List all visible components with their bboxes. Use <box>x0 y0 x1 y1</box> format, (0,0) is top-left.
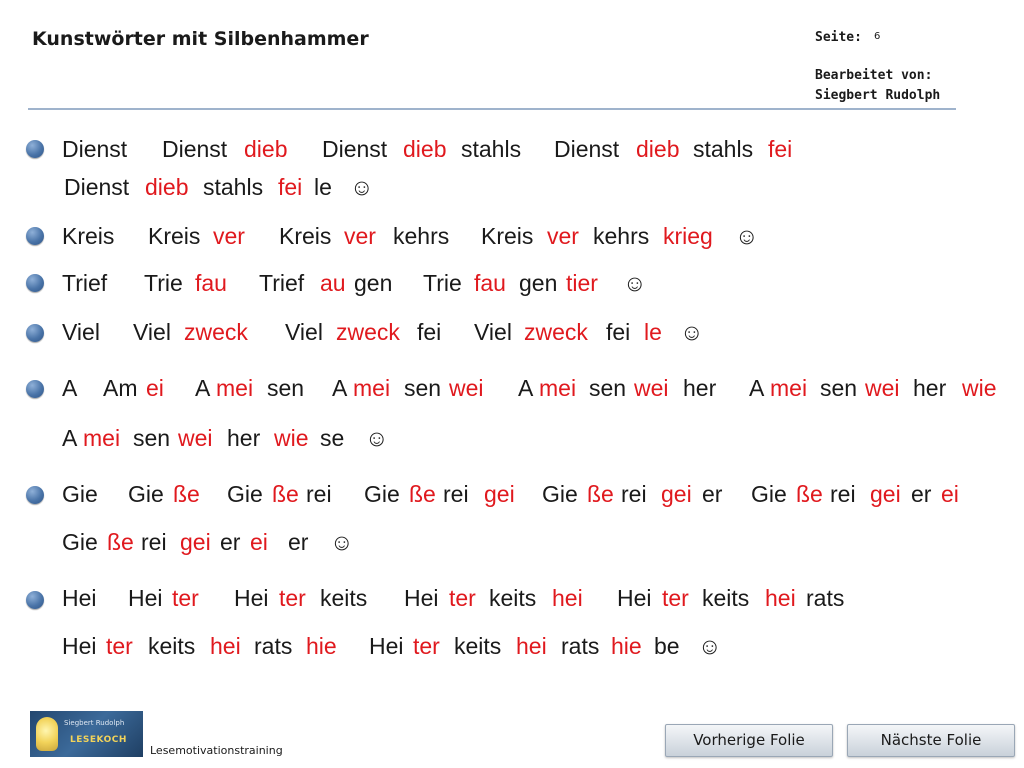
syllable: rei <box>621 481 647 507</box>
syllable: Kreis <box>481 223 534 249</box>
syllable-highlight: wei <box>178 425 213 451</box>
exercise-line <box>0 527 1024 557</box>
syllable: Hei <box>234 585 269 611</box>
syllable: Trief <box>62 270 108 296</box>
syllable: A <box>332 375 348 401</box>
syllable: Dienst <box>322 136 388 162</box>
exercise-line <box>0 221 1024 251</box>
syllable-highlight: mei <box>770 375 808 401</box>
syllable: Viel <box>285 319 323 345</box>
syllable: Am <box>103 375 138 401</box>
author-name: Siegbert Rudolph <box>815 88 941 103</box>
syllable-highlight: ei <box>146 375 164 401</box>
edited-by-label: Bearbeitet von: <box>815 68 933 83</box>
syllable-highlight: dieb <box>244 136 288 162</box>
syllable: A <box>62 425 78 451</box>
syllable-highlight: wie <box>962 375 997 401</box>
syllable-highlight: hie <box>611 633 642 659</box>
syllable: her <box>683 375 717 401</box>
syllable-highlight: le <box>644 319 662 345</box>
syllable-highlight: ter <box>106 633 133 659</box>
syllable-highlight: hie <box>306 633 337 659</box>
syllable: Hei <box>617 585 652 611</box>
syllable-highlight: wei <box>449 375 484 401</box>
syllable-highlight: ver <box>213 223 245 249</box>
syllable: stahls <box>461 136 522 162</box>
syllable-highlight: ße <box>107 529 134 555</box>
syllable: sen <box>404 375 442 401</box>
syllable-highlight: fei <box>278 174 303 200</box>
syllable-highlight: zweck <box>184 319 248 345</box>
syllable-highlight: gei <box>661 481 692 507</box>
syllable: gen <box>354 270 393 296</box>
lesekoch-logo <box>30 711 143 757</box>
syllable-highlight: dieb <box>145 174 189 200</box>
syllable-highlight: ße <box>272 481 299 507</box>
syllable: fei <box>417 319 442 345</box>
syllable: Hei <box>404 585 439 611</box>
syllable-highlight: mei <box>216 375 254 401</box>
syllable: A <box>62 375 78 401</box>
syllable-highlight: hei <box>765 585 796 611</box>
syllable: stahls <box>693 136 754 162</box>
syllable-highlight: ei <box>941 481 959 507</box>
exercise-line <box>0 172 1024 202</box>
syllable: er <box>288 529 309 555</box>
syllable: keits <box>454 633 502 659</box>
exercise-line <box>0 583 1024 613</box>
next-slide-button[interactable]: Nächste Folie <box>847 724 1015 757</box>
syllable: keits <box>148 633 196 659</box>
syllable: gen <box>519 270 558 296</box>
smiley-icon: ☺ <box>680 319 704 345</box>
syllable: Dienst <box>554 136 620 162</box>
syllable: Hei <box>369 633 404 659</box>
syllable: keits <box>320 585 368 611</box>
syllable-highlight: fei <box>768 136 793 162</box>
syllable: rei <box>141 529 167 555</box>
syllable-highlight: zweck <box>336 319 400 345</box>
syllable-highlight: ter <box>449 585 476 611</box>
syllable: rei <box>306 481 332 507</box>
syllable: Dienst <box>64 174 130 200</box>
syllable: Viel <box>62 319 100 345</box>
syllable-highlight: wei <box>865 375 900 401</box>
syllable: Gie <box>62 529 98 555</box>
syllable: fei <box>606 319 631 345</box>
slide-title: Kunstwörter mit Silbenhammer <box>32 28 369 50</box>
footer-label: Lesemotivationstraining <box>150 744 283 757</box>
syllable-highlight: tier <box>566 270 598 296</box>
syllable-highlight: ße <box>587 481 614 507</box>
syllable-highlight: gei <box>870 481 901 507</box>
syllable: Dienst <box>162 136 228 162</box>
syllable-highlight: wei <box>634 375 669 401</box>
logo-name: Siegbert Rudolph <box>64 719 125 727</box>
syllable-highlight: mei <box>539 375 577 401</box>
syllable: A <box>518 375 534 401</box>
syllable-highlight: ße <box>173 481 200 507</box>
syllable-highlight: ter <box>279 585 306 611</box>
syllable-highlight: au <box>320 270 346 296</box>
syllable-highlight: ver <box>344 223 376 249</box>
exercise-line <box>0 268 1024 298</box>
exercise-line <box>0 134 1024 164</box>
syllable-highlight: ße <box>796 481 823 507</box>
syllable-highlight: dieb <box>403 136 447 162</box>
syllable: Gie <box>227 481 263 507</box>
syllable: er <box>702 481 723 507</box>
exercise-line <box>0 317 1024 347</box>
syllable: sen <box>133 425 171 451</box>
exercise-line <box>0 423 1024 453</box>
syllable-highlight: hei <box>210 633 241 659</box>
syllable-highlight: mei <box>83 425 121 451</box>
syllable: Dienst <box>62 136 128 162</box>
syllable: rei <box>830 481 856 507</box>
syllable: her <box>227 425 261 451</box>
smiley-icon: ☺ <box>350 174 374 200</box>
syllable: Hei <box>128 585 163 611</box>
syllable: rats <box>561 633 600 659</box>
syllable-highlight: ter <box>172 585 199 611</box>
smiley-icon: ☺ <box>623 270 647 296</box>
syllable-highlight: gei <box>484 481 515 507</box>
page-label: Seite: <box>815 30 862 45</box>
syllable-highlight: ße <box>409 481 436 507</box>
syllable: Gie <box>128 481 164 507</box>
smiley-icon: ☺ <box>735 223 759 249</box>
smiley-icon: ☺ <box>365 425 389 451</box>
syllable: Gie <box>364 481 400 507</box>
syllable: Viel <box>133 319 171 345</box>
syllable: kehrs <box>593 223 650 249</box>
syllable-highlight: dieb <box>636 136 680 162</box>
syllable: Trie <box>423 270 462 296</box>
syllable: Gie <box>751 481 787 507</box>
syllable: er <box>911 481 932 507</box>
syllable-highlight: krieg <box>663 223 713 249</box>
logo-text: LESEKOCH <box>70 735 127 745</box>
syllable: sen <box>267 375 305 401</box>
syllable: Hei <box>62 585 97 611</box>
syllable: rats <box>254 633 293 659</box>
syllable: A <box>749 375 765 401</box>
syllable-highlight: hei <box>552 585 583 611</box>
syllable: sen <box>820 375 858 401</box>
syllable: se <box>320 425 345 451</box>
syllable: Gie <box>62 481 98 507</box>
syllable: keits <box>702 585 750 611</box>
syllable: rats <box>806 585 845 611</box>
syllable-highlight: ei <box>250 529 268 555</box>
syllable: stahls <box>203 174 264 200</box>
syllable-highlight: ver <box>547 223 579 249</box>
syllable-highlight: wie <box>274 425 309 451</box>
syllable-highlight: fau <box>195 270 227 296</box>
lightbulb-icon <box>36 717 58 751</box>
previous-slide-button[interactable]: Vorherige Folie <box>665 724 833 757</box>
exercise-line <box>0 479 1024 509</box>
syllable-highlight: ter <box>413 633 440 659</box>
syllable: Trief <box>259 270 305 296</box>
syllable-highlight: ter <box>662 585 689 611</box>
syllable-highlight: mei <box>353 375 391 401</box>
syllable: A <box>195 375 211 401</box>
syllable-highlight: fau <box>474 270 506 296</box>
syllable: er <box>220 529 241 555</box>
exercise-line <box>0 631 1024 661</box>
syllable: Kreis <box>279 223 332 249</box>
syllable-highlight: hei <box>516 633 547 659</box>
exercise-line <box>0 373 1024 403</box>
syllable-highlight: zweck <box>524 319 588 345</box>
syllable: rei <box>443 481 469 507</box>
syllable: Gie <box>542 481 578 507</box>
header-divider <box>28 108 956 110</box>
syllable: Viel <box>474 319 512 345</box>
page-number: 6 <box>874 31 881 42</box>
syllable: Hei <box>62 633 97 659</box>
syllable: Kreis <box>62 223 115 249</box>
syllable: Kreis <box>148 223 201 249</box>
syllable: kehrs <box>393 223 450 249</box>
syllable: le <box>314 174 332 200</box>
syllable: Trie <box>144 270 183 296</box>
smiley-icon: ☺ <box>330 529 354 555</box>
syllable-highlight: gei <box>180 529 211 555</box>
syllable: keits <box>489 585 537 611</box>
smiley-icon: ☺ <box>698 633 722 659</box>
syllable: her <box>913 375 947 401</box>
syllable: be <box>654 633 680 659</box>
syllable: sen <box>589 375 627 401</box>
